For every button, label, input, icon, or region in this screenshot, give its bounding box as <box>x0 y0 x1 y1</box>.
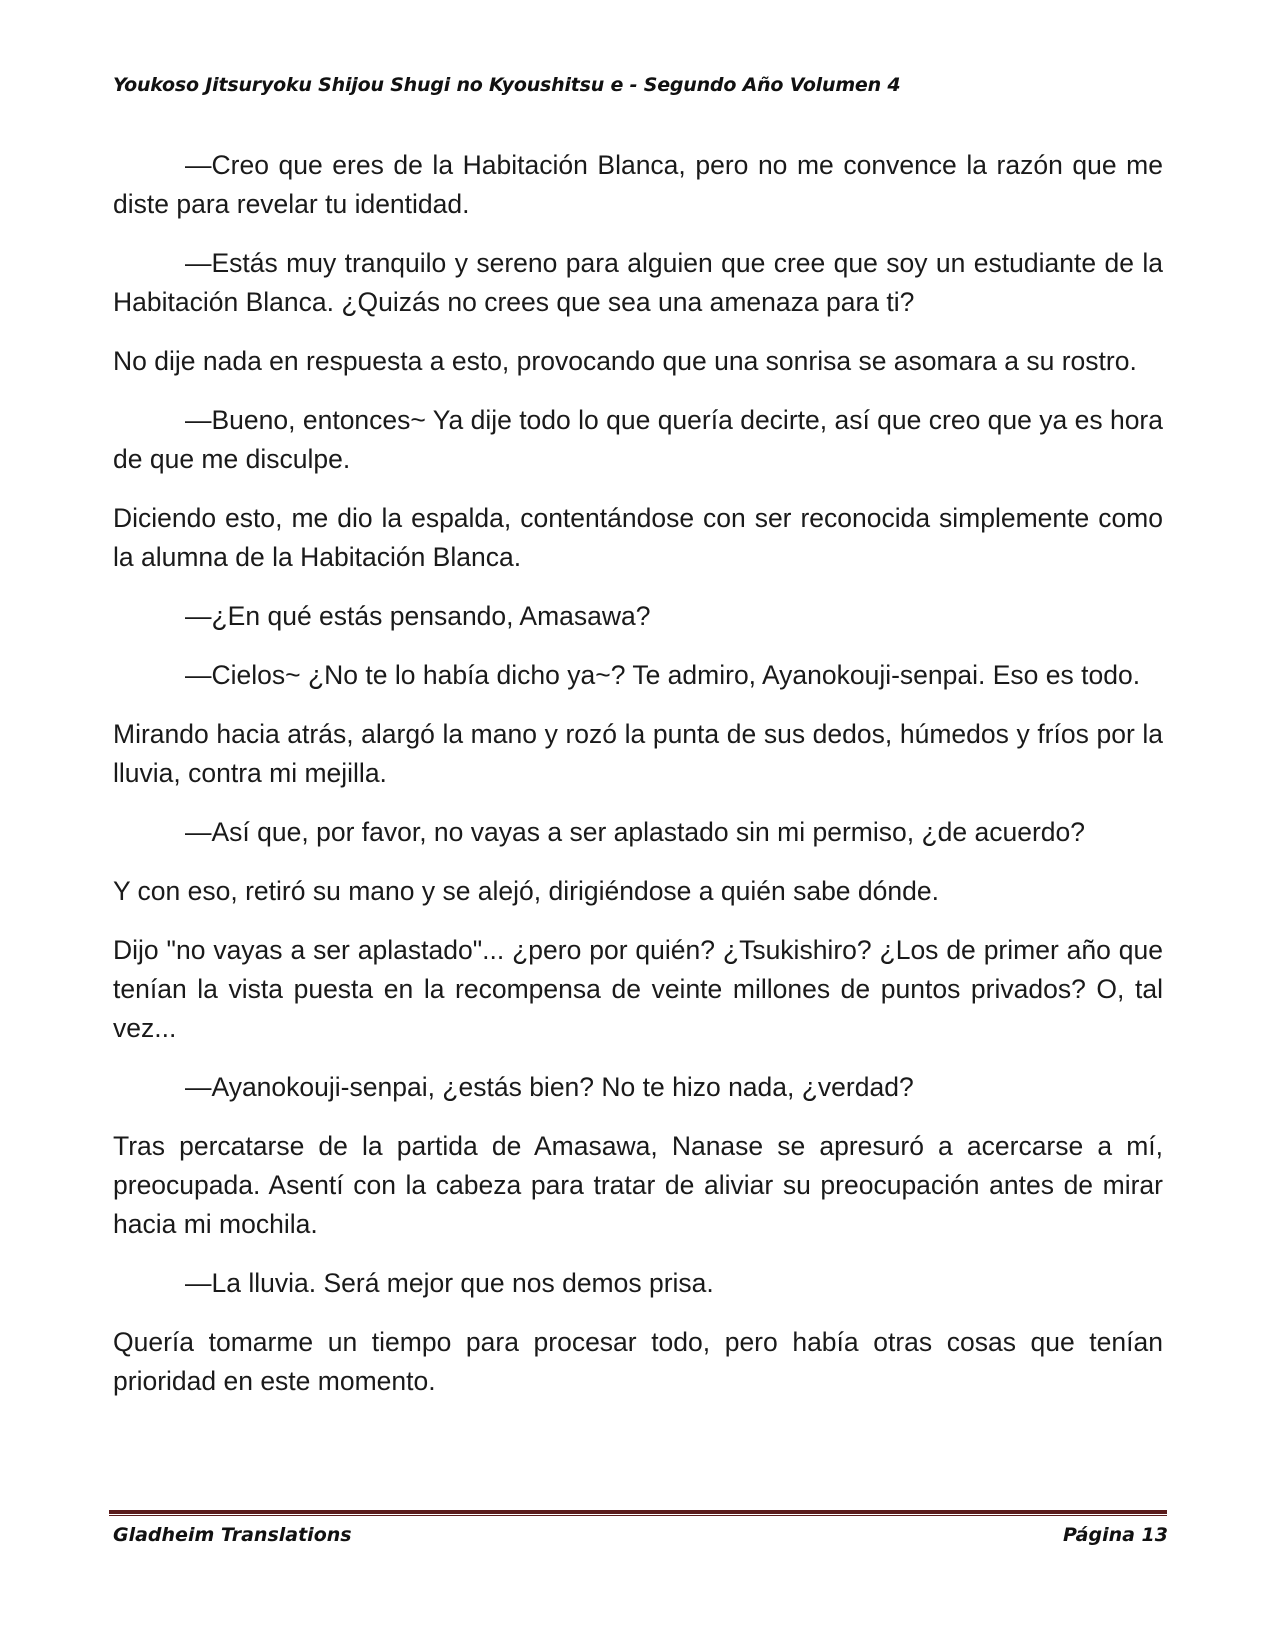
page-footer <box>113 1524 1168 1546</box>
paragraph: —Bueno, entonces~ Ya dije todo lo que quería decirte, así que creo que ya es hora de que me disculpe. <box>113 405 1163 474</box>
book-title: Youkoso Jitsuryoku Shijou Shugi no Kyoushitsu e - Segundo Año Volumen 4 <box>113 74 901 96</box>
paragraph: Tras percatarse de la partida de Amasawa, Nanase se apresuró a acercarse a mí, preocupada. Asentí con la cabeza para tratar de aliviar su preocupación antes de mirar hacia mi mochila. <box>113 1131 1163 1239</box>
translator-credit: Gladheim Translations <box>113 1524 352 1546</box>
footer-divider <box>109 1510 1167 1516</box>
page-number: Página 13 <box>1062 1524 1168 1546</box>
paragraph: Quería tomarme un tiempo para procesar todo, pero había otras cosas que tenían prioridad en este momento. <box>113 1327 1163 1396</box>
paragraph: —La lluvia. Será mejor que nos demos prisa. <box>185 1268 714 1298</box>
paragraph: Mirando hacia atrás, alargó la mano y rozó la punta de sus dedos, húmedos y fríos por la lluvia, contra mi mejilla. <box>113 719 1163 788</box>
paragraph: —Así que, por favor, no vayas a ser aplastado sin mi permiso, ¿de acuerdo? <box>185 817 1085 847</box>
paragraph: —Estás muy tranquilo y sereno para alguien que cree que soy un estudiante de la Habitación Blanca. ¿Quizás no crees que sea una amenaza para ti? <box>113 248 1163 317</box>
paragraph: —Cielos~ ¿No te lo había dicho ya~? Te admiro, Ayanokouji-senpai. Eso es todo. <box>185 660 1141 690</box>
paragraph: Dijo "no vayas a ser aplastado"... ¿pero por quién? ¿Tsukishiro? ¿Los de primer año que tenían la vista puesta en la recompensa de veinte millones de puntos privados? O, tal vez... <box>113 935 1163 1043</box>
paragraph: Diciendo esto, me dio la espalda, contentándose con ser reconocida simplemente como la alumna de la Habitación Blanca. <box>113 503 1163 572</box>
paragraph: —¿En qué estás pensando, Amasawa? <box>185 601 651 631</box>
page-header <box>113 74 1173 96</box>
paragraph: —Creo que eres de la Habitación Blanca, pero no me convence la razón que me diste para revelar tu identidad. <box>113 150 1163 219</box>
paragraph: —Ayanokouji-senpai, ¿estás bien? No te hizo nada, ¿verdad? <box>185 1072 914 1102</box>
body-text <box>113 146 1163 1421</box>
paragraph: Y con eso, retiró su mano y se alejó, dirigiéndose a quién sabe dónde. <box>113 876 939 906</box>
paragraph: No dije nada en respuesta a esto, provocando que una sonrisa se asomara a su rostro. <box>113 346 1137 376</box>
